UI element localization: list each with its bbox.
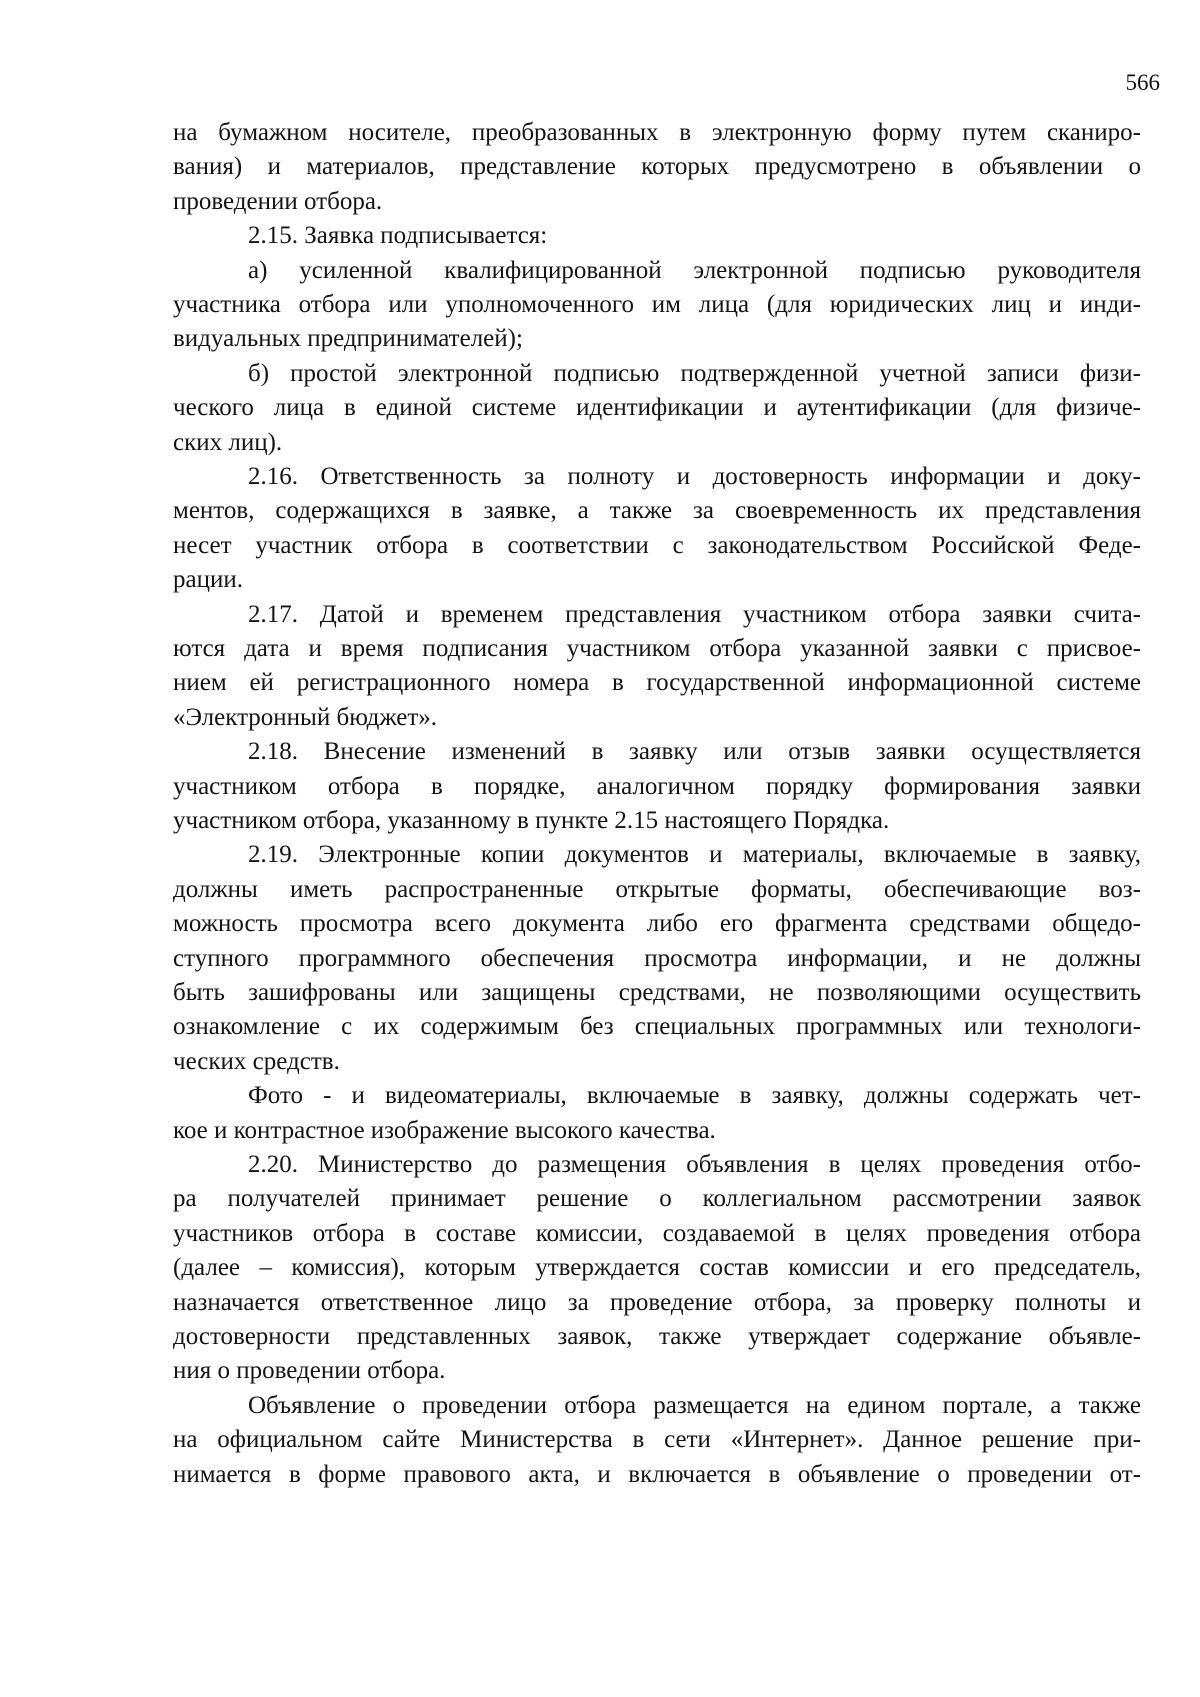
text-line: Фото - и видеоматериалы, включаемые в заявку, должны содержать чет- bbox=[248, 1082, 1141, 1110]
text-line: 2.17. Датой и временем представления участником отбора заявки счита- bbox=[248, 600, 1141, 628]
text-line: участника отбора или уполномоченного им лица (для юридических лиц и инди- bbox=[173, 291, 1141, 318]
text-line: можность просмотра всего документа либо его фрагмента средствами общедо- bbox=[173, 910, 1141, 938]
text-line: участников отбора в составе комиссии, создаваемой в целях проведения отбора bbox=[173, 1219, 1141, 1247]
text-line: ментов, содержащихся в заявке, а также за своевременность их представления bbox=[173, 497, 1141, 525]
text-line: кое и контрастное изображение высокого качества. bbox=[173, 1116, 716, 1144]
text-line: б) простой электронной подписью подтвержденной учетной записи физи- bbox=[248, 359, 1141, 387]
text-line: ознакомление с их содержимым без специальных программных или технологи- bbox=[173, 1013, 1141, 1041]
text-line: участником отбора в порядке, аналогичном порядку формирования заявки bbox=[173, 772, 1141, 800]
text-line: 2.19. Электронные копии документов и материалы, включаемые в заявку, bbox=[248, 841, 1141, 869]
text-line: проведении отбора. bbox=[173, 187, 383, 215]
text-line: вания) и материалов, представление которых предусмотрено в объявлении о bbox=[173, 153, 1141, 181]
text-line: рации. bbox=[173, 566, 243, 594]
page-number: 566 bbox=[1125, 70, 1160, 95]
text-line: ческого лица в единой системе идентификации и аутентификации (для физиче- bbox=[173, 394, 1141, 422]
text-line: достоверности представленных заявок, также утверждает содержание объявле- bbox=[173, 1323, 1141, 1350]
text-line: участником отбора, указанному в пункте 2.15 настоящего Порядка. bbox=[173, 807, 890, 834]
text-line: ских лиц). bbox=[173, 428, 283, 456]
text-line: ческих средств. bbox=[173, 1047, 340, 1075]
text-line: 2.18. Внесение изменений в заявку или отзыв заявки осуществляется bbox=[248, 738, 1141, 766]
text-line: ра получателей принимает решение о коллегиальном рассмотрении заявок bbox=[173, 1185, 1141, 1213]
text-line: видуальных предпринимателей); bbox=[173, 325, 523, 353]
text-line: назначается ответственное лицо за проведение отбора, за проверку полноты и bbox=[173, 1288, 1141, 1316]
text-line: должны иметь распространенные открытые форматы, обеспечивающие воз- bbox=[173, 875, 1141, 903]
text-line: (далее – комиссия), которым утверждается состав комиссии и его председатель, bbox=[173, 1254, 1141, 1282]
text-line: 2.16. Ответственность за полноту и достоверность информации и доку- bbox=[248, 463, 1141, 490]
text-line: несет участник отбора в соответствии с законодательством Российской Феде- bbox=[173, 531, 1141, 559]
text-line: нимается в форме правового акта, и включается в объявление о проведении от- bbox=[173, 1460, 1141, 1488]
text-line: быть зашифрованы или защищены средствами, не позволяющими осуществить bbox=[173, 979, 1141, 1006]
text-line: «Электронный бюджет». bbox=[173, 703, 438, 731]
text-line: 2.15. Заявка подписывается: bbox=[248, 222, 548, 250]
text-line: ния о проведении отбора. bbox=[173, 1357, 446, 1385]
text-line: ступного программного обеспечения просмотра информации, и не должны bbox=[173, 944, 1141, 972]
text-line: а) усиленной квалифицированной электронной подписью руководителя bbox=[248, 256, 1141, 284]
text-line: на официальном сайте Министерства в сети «Интернет». Данное решение при- bbox=[173, 1426, 1141, 1454]
text-line: на бумажном носителе, преобразованных в электронную форму путем сканиро- bbox=[173, 119, 1141, 146]
text-line: 2.20. Министерство до размещения объявления в целях проведения отбо- bbox=[248, 1151, 1141, 1178]
text-line: нием ей регистрационного номера в государственной информационной системе bbox=[173, 669, 1141, 697]
text-line: Объявление о проведении отбора размещается на едином портале, а также bbox=[248, 1391, 1141, 1419]
text-line: ются дата и время подписания участником отбора указанной заявки с присвое- bbox=[173, 635, 1141, 662]
